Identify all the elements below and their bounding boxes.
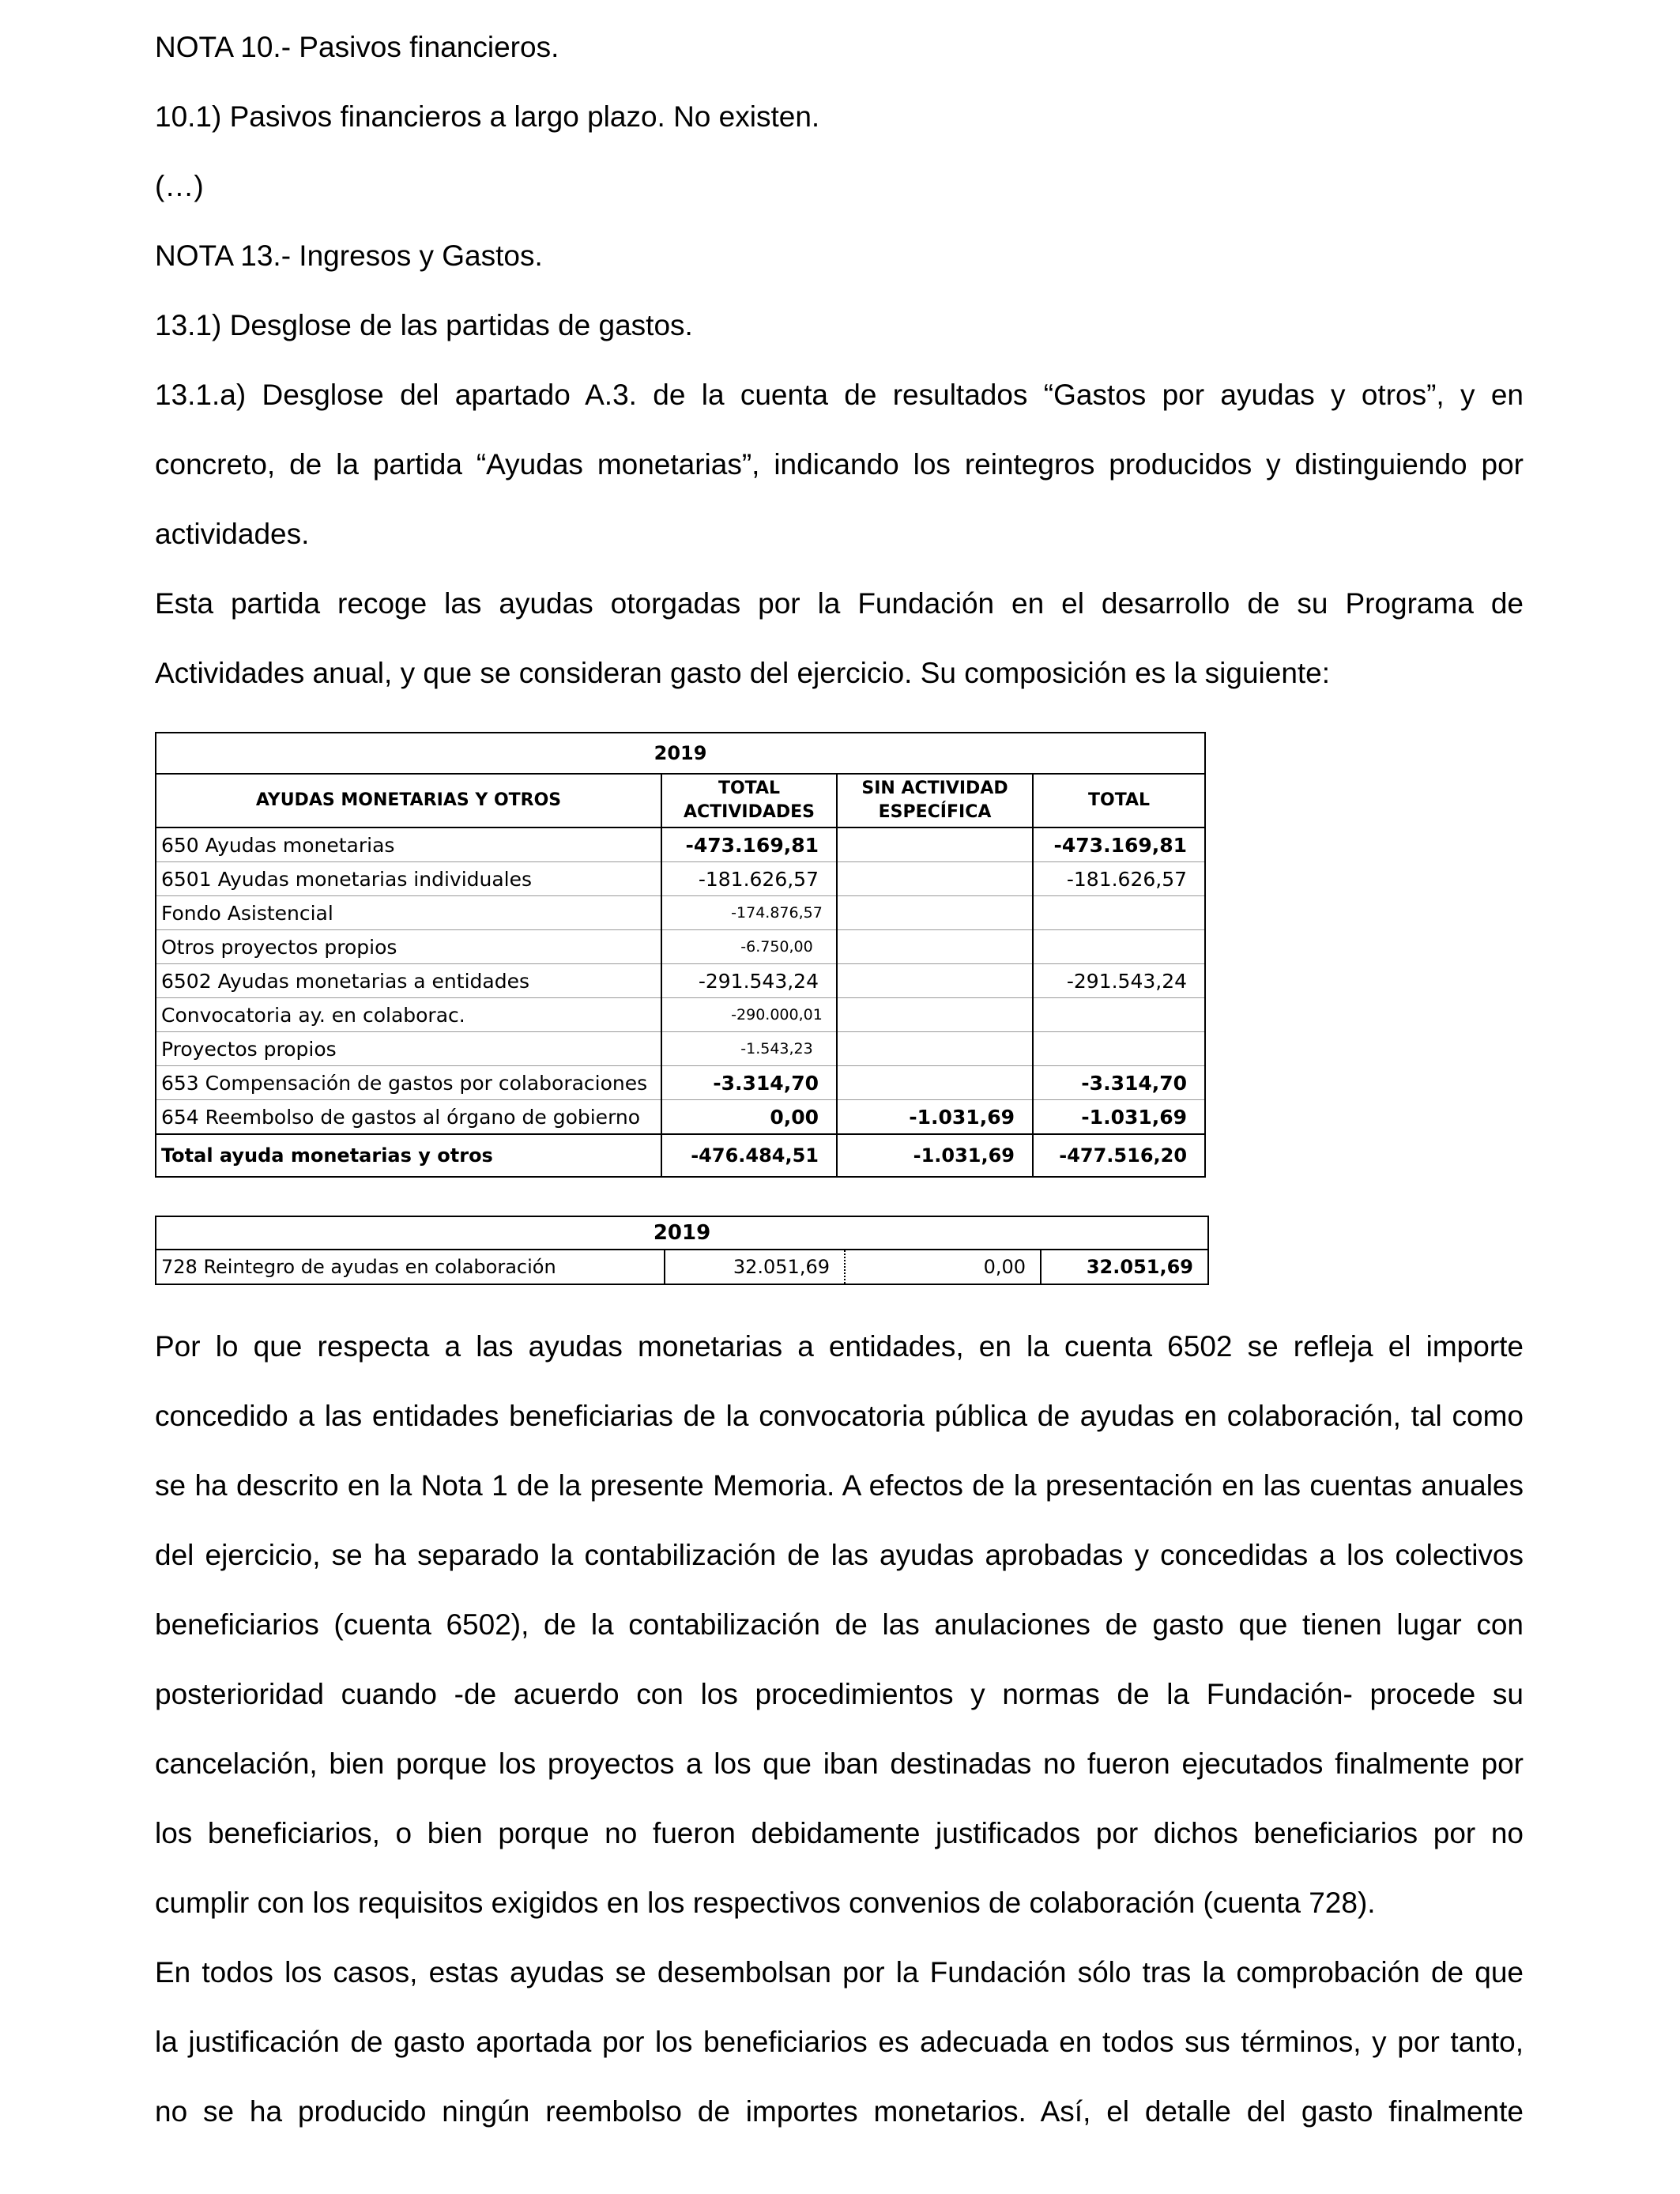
reintegro-table xyxy=(155,1216,1209,1285)
paragraph-line: En todos los casos, estas ayudas se desembolsan por la Fundación sólo tras la comprobación de que xyxy=(155,1956,1524,1989)
paragraph-line: 13.1.a) Desglose del apartado A.3. de la cuenta de resultados “Gastos por ayudas y otros”, y en xyxy=(155,379,1524,411)
ellipsis-line: (…) xyxy=(155,170,204,202)
total-row xyxy=(156,1134,1205,1177)
row-label: Otros proyectos propios xyxy=(156,930,661,964)
paragraph-line: se ha descrito en la Nota 1 de la presente Memoria. A efectos de la presentación en las cuentas anuales xyxy=(155,1469,1524,1502)
row-total-activities: -1.543,23 xyxy=(661,1032,837,1066)
row-label: 653 Compensación de gastos por colaboraciones xyxy=(156,1066,661,1100)
row-total: -1.031,69 xyxy=(1033,1100,1205,1135)
row-no-activity: -1.031,69 xyxy=(837,1100,1033,1135)
header-total: TOTAL xyxy=(1033,774,1205,827)
header-total-activities xyxy=(661,774,837,827)
row-label: 6501 Ayudas monetarias individuales xyxy=(156,862,661,896)
note-10-heading: NOTA 10.- Pasivos financieros. xyxy=(155,31,559,63)
row-total-activities: -291.543,24 xyxy=(661,964,837,998)
table-row xyxy=(156,930,1205,964)
row-total-activities: -473.169,81 xyxy=(661,827,837,862)
row-label: Fondo Asistencial xyxy=(156,896,661,930)
row-no-activity xyxy=(837,998,1033,1032)
header-concept: AYUDAS MONETARIAS Y OTROS xyxy=(156,774,661,827)
row-total: -473.169,81 xyxy=(1033,827,1205,862)
row-no-activity xyxy=(837,862,1033,896)
row-total-activities: -6.750,00 xyxy=(661,930,837,964)
paragraph-line: los beneficiarios, o bien porque no fueron debidamente justificados por dichos beneficiarios por no xyxy=(155,1817,1524,1849)
paragraph-line: concedido a las entidades beneficiarias de la convocatoria pública de ayudas en colaboración, tal como xyxy=(155,1400,1524,1432)
row-no-activity xyxy=(837,964,1033,998)
note-13-1-line: 13.1) Desglose de las partidas de gastos. xyxy=(155,309,693,341)
paragraph-line: cumplir con los requisitos exigidos en los respectivos convenios de colaboración (cuenta 728). xyxy=(155,1887,1376,1919)
row-no-activity xyxy=(837,1032,1033,1066)
table-row xyxy=(156,896,1205,930)
row-no-activity xyxy=(837,1066,1033,1100)
total-total: -477.516,20 xyxy=(1033,1134,1205,1177)
paragraph-line: actividades. xyxy=(155,518,310,550)
table-row xyxy=(156,998,1205,1032)
row-total: -3.314,70 xyxy=(1033,1066,1205,1100)
table-year: 2019 xyxy=(156,1216,1208,1250)
paragraph-line: la justificación de gasto aportada por los beneficiarios es adecuada en todos sus términos, y por tanto, xyxy=(155,2026,1524,2058)
row-total xyxy=(1033,896,1205,930)
table-row xyxy=(156,1250,1208,1284)
row-no-activity xyxy=(837,896,1033,930)
header-no-activity xyxy=(837,774,1033,827)
row-label: Convocatoria ay. en colaborac. xyxy=(156,998,661,1032)
row-total-activities: 0,00 xyxy=(661,1100,837,1135)
paragraph-line: beneficiarios (cuenta 6502), de la contabilización de las anulaciones de gasto que tienen lugar con xyxy=(155,1608,1524,1641)
row-no-activity xyxy=(837,827,1033,862)
paragraph-line: Actividades anual, y que se consideran gasto del ejercicio. Su composición es la siguiente: xyxy=(155,657,1331,689)
header-no-activity-label: SIN ACTIVIDAD ESPECÍFICA xyxy=(861,778,1008,822)
row-no-activity: 0,00 xyxy=(845,1250,1041,1284)
row-label: 654 Reembolso de gastos al órgano de gobierno xyxy=(156,1100,661,1135)
row-total-activities: -290.000,01 xyxy=(661,998,837,1032)
paragraph-line: Esta partida recoge las ayudas otorgadas por la Fundación en el desarrollo de su Programa de xyxy=(155,587,1524,620)
row-total xyxy=(1033,1032,1205,1066)
row-no-activity xyxy=(837,930,1033,964)
row-label: 6502 Ayudas monetarias a entidades xyxy=(156,964,661,998)
table-row xyxy=(156,964,1205,998)
total-no-activity: -1.031,69 xyxy=(837,1134,1033,1177)
table-row xyxy=(156,862,1205,896)
row-label: 650 Ayudas monetarias xyxy=(156,827,661,862)
paragraph-line: no se ha producido ningún reembolso de importes monetarios. Así, el detalle del gasto finalmente xyxy=(155,2095,1524,2128)
total-label: Total ayuda monetarias y otros xyxy=(156,1134,661,1177)
table-row xyxy=(156,1032,1205,1066)
row-total: -291.543,24 xyxy=(1033,964,1205,998)
ayudas-monetarias-table xyxy=(155,732,1206,1178)
row-total-activities: -174.876,57 xyxy=(661,896,837,930)
row-total-activities: 32.051,69 xyxy=(665,1250,845,1284)
paragraph-line: Por lo que respecta a las ayudas monetarias a entidades, en la cuenta 6502 se refleja el importe xyxy=(155,1330,1524,1363)
table-row xyxy=(156,1066,1205,1100)
paragraph-line: concreto, de la partida “Ayudas monetarias”, indicando los reintegros producidos y distinguiendo por xyxy=(155,448,1524,481)
header-total-activities-label: TOTAL ACTIVIDADES xyxy=(684,778,815,822)
table-row xyxy=(156,827,1205,862)
paragraph-line: cancelación, bien porque los proyectos a los que iban destinadas no fueron ejecutados finalmente por xyxy=(155,1747,1524,1780)
note-13-heading: NOTA 13.- Ingresos y Gastos. xyxy=(155,239,543,272)
row-label: Proyectos propios xyxy=(156,1032,661,1066)
row-total xyxy=(1033,998,1205,1032)
note-10-1-line: 10.1) Pasivos financieros a largo plazo. No existen. xyxy=(155,100,820,133)
row-total: 32.051,69 xyxy=(1041,1250,1208,1284)
row-total-activities: -181.626,57 xyxy=(661,862,837,896)
table-row xyxy=(156,1100,1205,1135)
total-total-activities: -476.484,51 xyxy=(661,1134,837,1177)
row-total: -181.626,57 xyxy=(1033,862,1205,896)
row-label: 728 Reintegro de ayudas en colaboración xyxy=(156,1250,665,1284)
table-year: 2019 xyxy=(156,733,1205,774)
row-total-activities: -3.314,70 xyxy=(661,1066,837,1100)
paragraph-line: posterioridad cuando -de acuerdo con los procedimientos y normas de la Fundación- procede su xyxy=(155,1678,1524,1710)
paragraph-line: del ejercicio, se ha separado la contabilización de las ayudas aprobadas y concedidas a los colectivos xyxy=(155,1539,1524,1571)
row-total xyxy=(1033,930,1205,964)
